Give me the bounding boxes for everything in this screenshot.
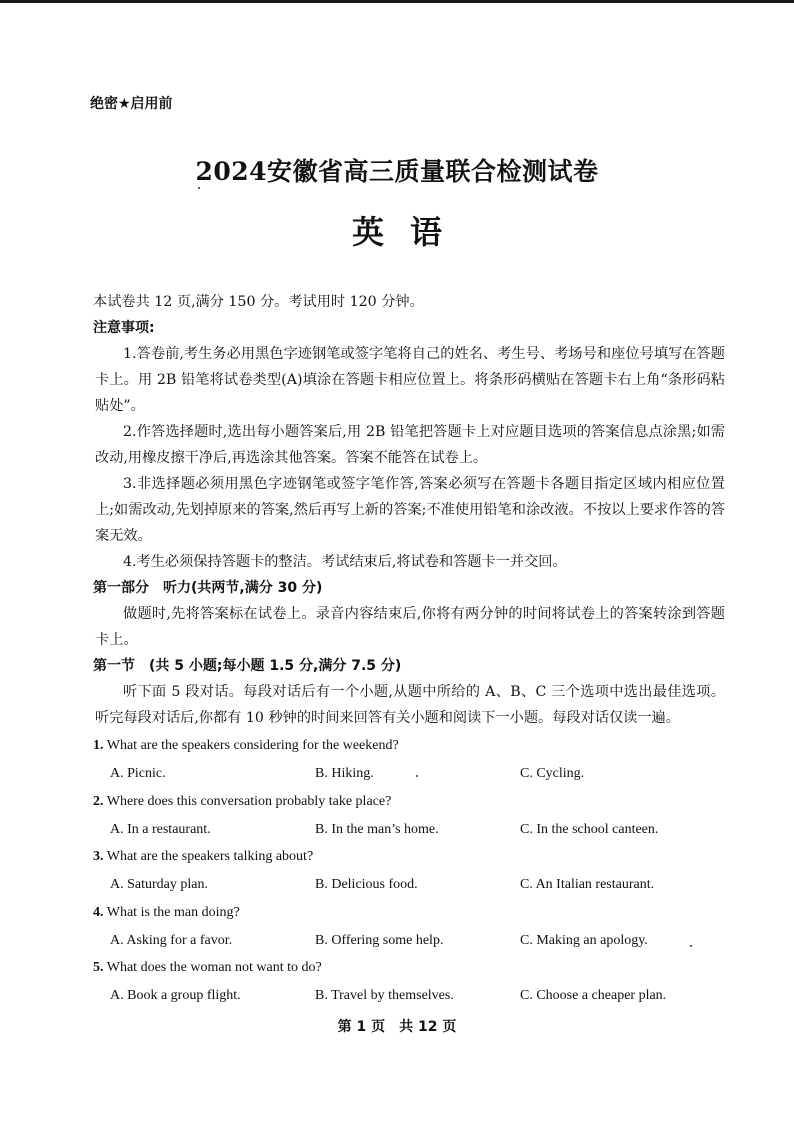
question-text: What is the man doing?: [106, 905, 240, 920]
speck: [416, 775, 418, 777]
question-number: 2.: [93, 794, 104, 809]
q5-option-a[interactable]: A. Book a group flight.: [110, 988, 241, 1003]
question-number: 1.: [93, 738, 104, 753]
q1-option-c[interactable]: C. Cycling.: [520, 766, 585, 781]
question-number: 5.: [93, 960, 104, 975]
top-border: [0, 0, 794, 3]
q3-option-c[interactable]: C. An Italian restaurant.: [520, 877, 655, 892]
q4-option-b[interactable]: B. Offering some help.: [315, 933, 444, 948]
note-2: 2.作答选择题时,选出每小题答案后,用 2B 铅笔把答题卡上对应题目选项的答案信息点涂黑;如需改动,用橡皮擦干净后,再选涂其他答案。答案不能答在试卷上。: [95, 424, 725, 466]
question-number: 4.: [93, 905, 104, 920]
question-3: [93, 849, 313, 865]
question-1: [93, 738, 399, 754]
speck: [690, 945, 692, 947]
q1-option-b[interactable]: B. Hiking.: [315, 766, 374, 781]
question-text: Where does this conversation probably take place?: [106, 794, 392, 809]
confidential-mark: 绝密★启用前: [90, 96, 173, 112]
q2-option-a[interactable]: A. In a restaurant.: [110, 822, 211, 837]
question-5: [93, 960, 322, 976]
subject-title: 英语: [351, 213, 468, 251]
section1-heading: 第一节 (共 5 小题;每小题 1.5 分,满分 7.5 分): [93, 658, 402, 674]
question-2: [93, 794, 391, 810]
part1-instruction: 做题时,先将答案标在试卷上。录音内容结束后,你将有两分钟的时间将试卷上的答案转涂到答题卡上。: [95, 606, 725, 648]
q2-option-b[interactable]: B. In the man’s home.: [315, 822, 439, 837]
q4-option-a[interactable]: A. Asking for a favor.: [110, 933, 233, 948]
q2-option-c[interactable]: C. In the school canteen.: [520, 822, 659, 837]
speck: [198, 187, 200, 189]
note-1: 1.答卷前,考生务必用黑色字迹钢笔或签字笔将自己的姓名、考生号、考场号和座位号填写在答题卡上。用 2B 铅笔将试卷类型(A)填涂在答题卡相应位置上。将条形码横贴在答题卡右上角“条形码粘贴处”。: [95, 346, 725, 414]
part1-heading: 第一部分 听力(共两节,满分 30 分): [93, 580, 323, 596]
page-number: 第 1 页 共 12 页: [337, 1019, 457, 1035]
question-number: 3.: [93, 849, 104, 864]
note-4: 4.考生必须保持答题卡的整洁。考试结束后,将试卷和答题卡一并交回。: [123, 554, 567, 570]
note-3: 3.非选择题必须用黑色字迹钢笔或签字笔作答,答案必须写在答题卡各题目指定区域内相应位置上;如需改动,先划掉原来的答案,然后再写上新的答案;不准使用铅笔和涂改液。不按以上要求作答的答案无效。: [95, 476, 725, 544]
q1-option-a[interactable]: A. Picnic.: [110, 766, 166, 781]
exam-info: 本试卷共 12 页,满分 150 分。考试用时 120 分钟。: [93, 294, 424, 310]
exam-title: 2024安徽省高三质量联合检测试卷: [195, 157, 599, 186]
question-4: [93, 905, 240, 921]
q3-option-a[interactable]: A. Saturday plan.: [110, 877, 208, 892]
q3-option-b[interactable]: B. Delicious food.: [315, 877, 418, 892]
question-text: What are the speakers considering for the weekend?: [106, 738, 399, 753]
q4-option-c[interactable]: C. Making an apology.: [520, 933, 648, 948]
section1-instruction: 听下面 5 段对话。每段对话后有一个小题,从题中所给的 A、B、C 三个选项中选出最佳选项。听完每段对话后,你都有 10 秒钟的时间来回答有关小题和阅读下一小题。每段对话仅读一遍。: [95, 684, 725, 726]
q5-option-b[interactable]: B. Travel by themselves.: [315, 988, 454, 1003]
question-text: What does the woman not want to do?: [106, 960, 322, 975]
notes-heading: 注意事项:: [93, 320, 155, 336]
question-text: What are the speakers talking about?: [106, 849, 314, 864]
q5-option-c[interactable]: C. Choose a cheaper plan.: [520, 988, 667, 1003]
